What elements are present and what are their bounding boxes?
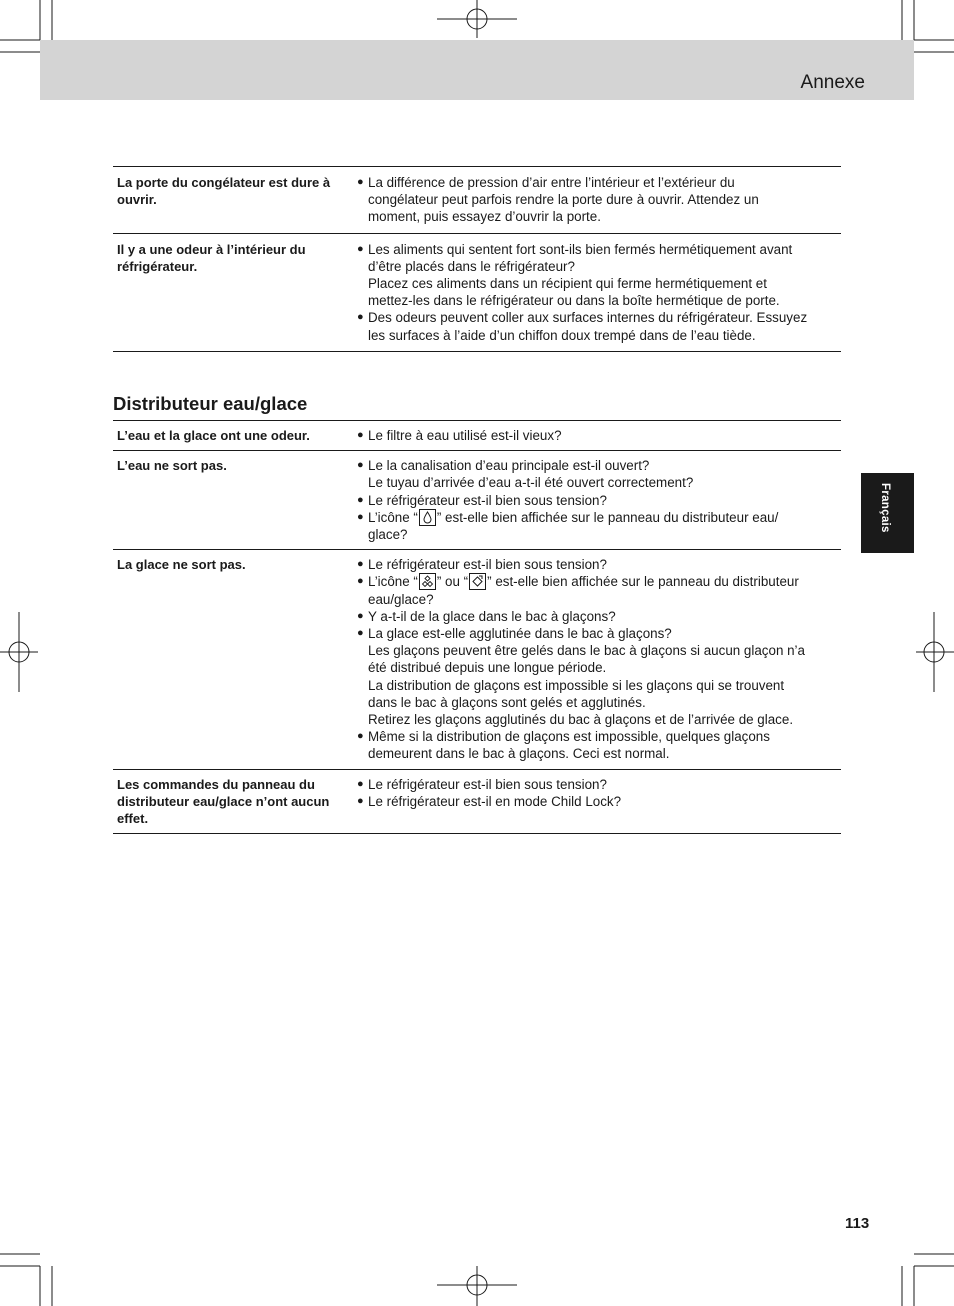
solution-text: congélateur peut parfois rendre la porte dure à ouvrir. Attendez un xyxy=(368,192,759,208)
troubleshooting-table-dispenser xyxy=(113,420,841,834)
solution-text: les surfaces à l’aide d’un chiffon doux trempé dans de l’eau tiède. xyxy=(368,327,756,343)
solution-cell xyxy=(353,174,841,226)
ice-cube-icon xyxy=(469,573,486,590)
bullet-icon: ● xyxy=(357,311,364,324)
bullet-icon: ● xyxy=(357,176,364,188)
solution-text: Le réfrigérateur est-il bien sous tension? xyxy=(368,492,607,508)
bullet-icon: ● xyxy=(357,609,364,622)
troubleshooting-table-general xyxy=(113,166,841,352)
solution-text: Les glaçons peuvent être gelés dans le bac à glaçons si aucun glaçon n’a xyxy=(368,643,805,659)
solution-text: Le la canalisation d’eau principale est-il ouvert? xyxy=(368,458,650,474)
solution-text: ” est-elle bien affichée sur le panneau du distributeur xyxy=(487,574,799,590)
bullet-icon: ● xyxy=(357,558,364,571)
solution-text: moment, puis essayez d’ouvrir la porte. xyxy=(368,209,601,225)
bullet-icon: ● xyxy=(357,429,364,441)
solution-text: ” est-elle bien affichée sur le panneau du distributeur eau/ xyxy=(436,509,779,525)
table-row xyxy=(113,550,841,769)
solution-text: ” ou “ xyxy=(436,574,469,590)
table-row xyxy=(113,167,841,234)
bullet-icon: ● xyxy=(357,627,364,640)
solution-text: La différence de pression d’air entre l’intérieur et l’extérieur du xyxy=(368,175,735,190)
table-row xyxy=(113,234,841,352)
bullet-icon: ● xyxy=(357,575,364,588)
solution-text: Même si la distribution de glaçons est impossible, quelques glaçons xyxy=(368,729,770,745)
problem-cell: Les commandes du panneau du distributeur eau/glace n’ont aucun effet. xyxy=(117,776,330,826)
bullet-icon: ● xyxy=(357,730,364,743)
problem-cell: L’eau et la glace ont une odeur. xyxy=(117,428,310,443)
table-row xyxy=(113,770,841,834)
problem-cell: La porte du congélateur est dure à ouvrir. xyxy=(117,175,331,207)
bullet-icon: ● xyxy=(357,794,364,807)
solution-text: Placez ces aliments dans un récipient qui ferme hermétiquement et xyxy=(368,276,767,292)
solution-text: glace? xyxy=(368,527,408,543)
language-tab xyxy=(861,473,914,553)
bullet-icon: ● xyxy=(357,242,364,255)
water-drop-icon xyxy=(419,509,436,526)
solution-text: Le réfrigérateur est-il en mode Child Lock? xyxy=(368,793,622,809)
problem-cell: La glace ne sort pas. xyxy=(117,557,246,573)
solution-text: demeurent dans le bac à glaçons. Ceci est normal. xyxy=(368,746,670,762)
bullet-icon: ● xyxy=(357,777,364,790)
solution-text: d’être placés dans le réfrigérateur? xyxy=(368,258,575,274)
solution-cell xyxy=(353,556,841,762)
solution-text: Le réfrigérateur est-il bien sous tension? xyxy=(368,776,607,792)
solution-text: Le réfrigérateur est-il bien sous tension? xyxy=(368,557,607,573)
solution-cell xyxy=(353,776,841,827)
solution-text: eau/glace? xyxy=(368,591,434,607)
solution-text: dans le bac à glaçons sont gelés et agglutinés. xyxy=(368,694,646,710)
bullet-icon: ● xyxy=(357,510,364,523)
solution-cell xyxy=(353,427,841,444)
bullet-icon: ● xyxy=(357,493,364,506)
solution-text: La glace est-elle agglutinée dans le bac à glaçons? xyxy=(368,626,672,642)
section-title: Annexe xyxy=(800,72,865,93)
language-tab-label: Français xyxy=(879,483,891,533)
solution-text: été distribué depuis une longue période. xyxy=(368,660,607,676)
solution-text: Retirez les glaçons agglutinés du bac à glaçons et de l’arrivée de glace. xyxy=(368,712,794,728)
solution-text: mettez-les dans le réfrigérateur ou dans la boîte hermétique de porte. xyxy=(368,293,780,309)
subheading-dispenser: Distributeur eau/glace xyxy=(113,393,308,414)
problem-cell: Il y a une odeur à l’intérieur du réfrigérateur. xyxy=(117,241,306,274)
problem-cell: L’eau ne sort pas. xyxy=(117,458,227,474)
solution-text: Y a-t-il de la glace dans le bac à glaçons? xyxy=(368,608,616,624)
solution-text: Les aliments qui sentent fort sont-ils bien fermés hermétiquement avant xyxy=(368,241,793,257)
table-row xyxy=(113,421,841,451)
solution-text: L’icône “ xyxy=(368,509,418,525)
header-band xyxy=(40,40,914,100)
crushed-ice-icon xyxy=(419,573,436,590)
bullet-icon: ● xyxy=(357,459,364,472)
solution-text: La distribution de glaçons est impossible si les glaçons qui se trouvent xyxy=(368,677,785,693)
table-row xyxy=(113,451,841,550)
solution-text: L’icône “ xyxy=(368,574,418,590)
solution-cell xyxy=(353,457,841,543)
page-number: 113 xyxy=(845,1215,870,1232)
solution-cell xyxy=(353,241,841,344)
solution-text: Des odeurs peuvent coller aux surfaces internes du réfrigérateur. Essuyez xyxy=(368,310,808,326)
solution-text: Le filtre à eau utilisé est-il vieux? xyxy=(368,428,562,443)
solution-text: Le tuyau d’arrivée d’eau a-t-il été ouvert correctement? xyxy=(368,475,694,491)
